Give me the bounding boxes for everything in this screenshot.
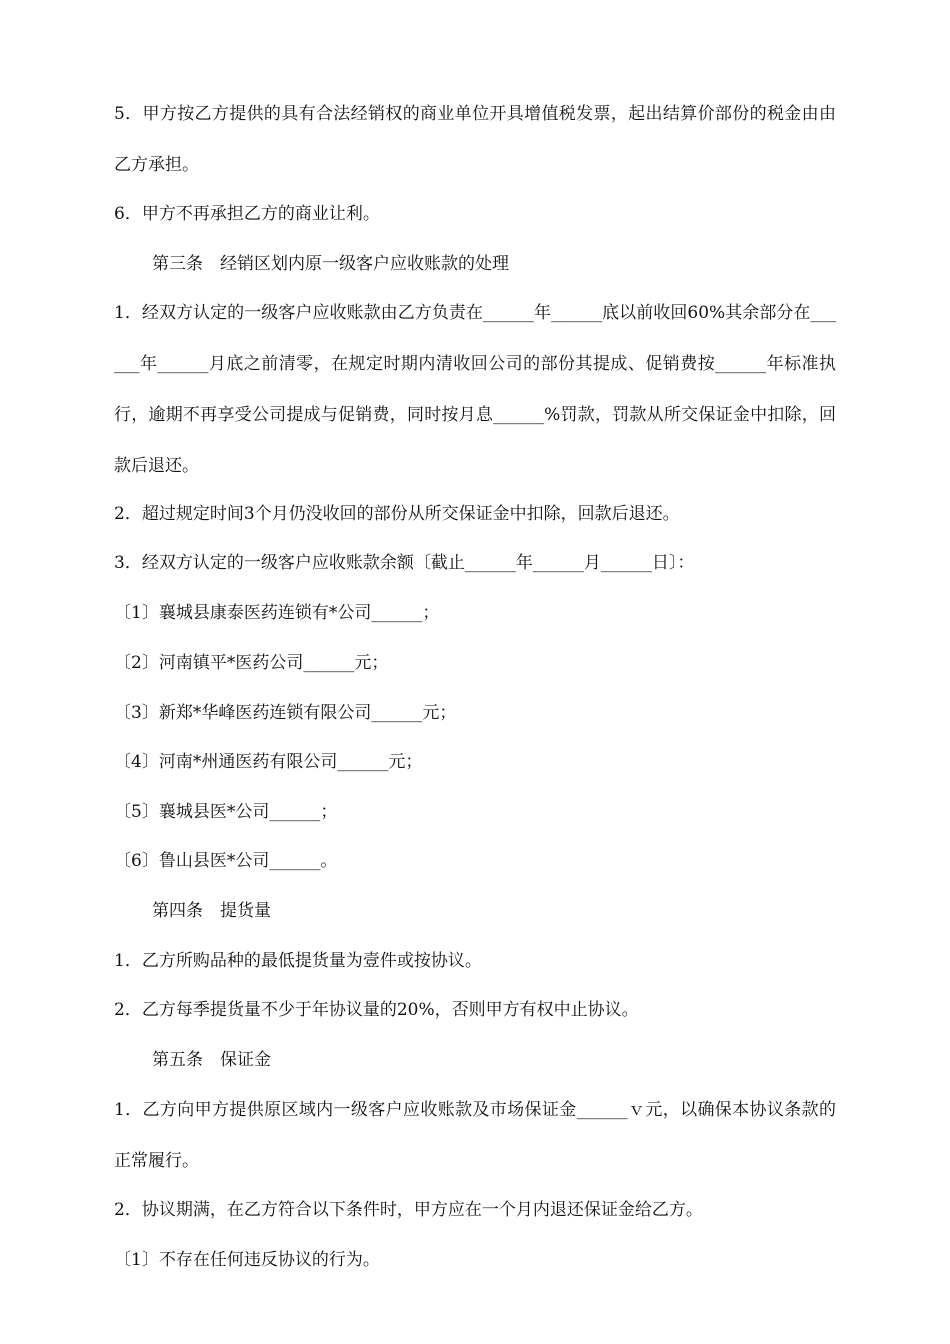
clause-5-item-2: 2．协议期满，在乙方符合以下条件时，甲方应在一个月内退还保证金给乙方。 [114,1200,703,1220]
condition-entry-1: 〔1〕不存在任何违反协议的行为。 [114,1250,380,1270]
clause-5-heading: 第五条 保证金 [152,1050,271,1070]
clause-2-item-6: 6．甲方不再承担乙方的商业让利。 [114,204,380,224]
customer-entry-5: 〔5〕襄城县医*公司______； [114,802,338,822]
customer-entry-4: 〔4〕河南*州通医药有限公司______元； [114,752,423,772]
customer-entry-6: 〔6〕鲁山县医*公司______。 [114,851,338,871]
clause-4-heading: 第四条 提货量 [152,901,271,921]
clause-2-item-5: 5．甲方按乙方提供的具有合法经销权的商业单位开具增值税发票，起出结算价部份的税金由由乙方承担。 [114,104,836,175]
clause-4-item-1: 1．乙方所购品种的最低提货量为壹件或按协议。 [114,951,482,971]
clause-3-heading: 第三条 经销区划内原一级客户应收账款的处理 [152,254,509,274]
customer-entry-1: 〔1〕襄城县康泰医药连锁有*公司______； [114,603,440,623]
customer-entry-3: 〔3〕新郑*华峰医药连锁有限公司______元； [114,703,457,723]
clause-3-item-2: 2．超过规定时间3个月仍没收回的部份从所交保证金中扣除，回款后退还。 [114,504,680,524]
clause-3-item-3: 3．经双方认定的一级客户应收账款余额〔截止______年______月______日〕： [114,553,695,573]
clause-3-item-1: 1．经双方认定的一级客户应收账款由乙方负责在______年______底以前收回60%其余部分在______年______月底之前清零，在规定时期内清收回公司的部份其提成、促销费按______年标准执行，逾期不再享受公司提成与促销费，同时按月息______%罚款，罚款从所交保证金中扣除，回款后退还。 [114,303,836,476]
customer-entry-2: 〔2〕河南镇平*医药公司______元； [114,653,389,673]
clause-5-item-1: 1．乙方向甲方提供原区域内一级客户应收账款及市场保证金______ｖ元，以确保本协议条款的正常履行。 [114,1100,836,1171]
clause-4-item-2: 2．乙方每季提货量不少于年协议量的20%，否则甲方有权中止协议。 [114,1000,639,1020]
